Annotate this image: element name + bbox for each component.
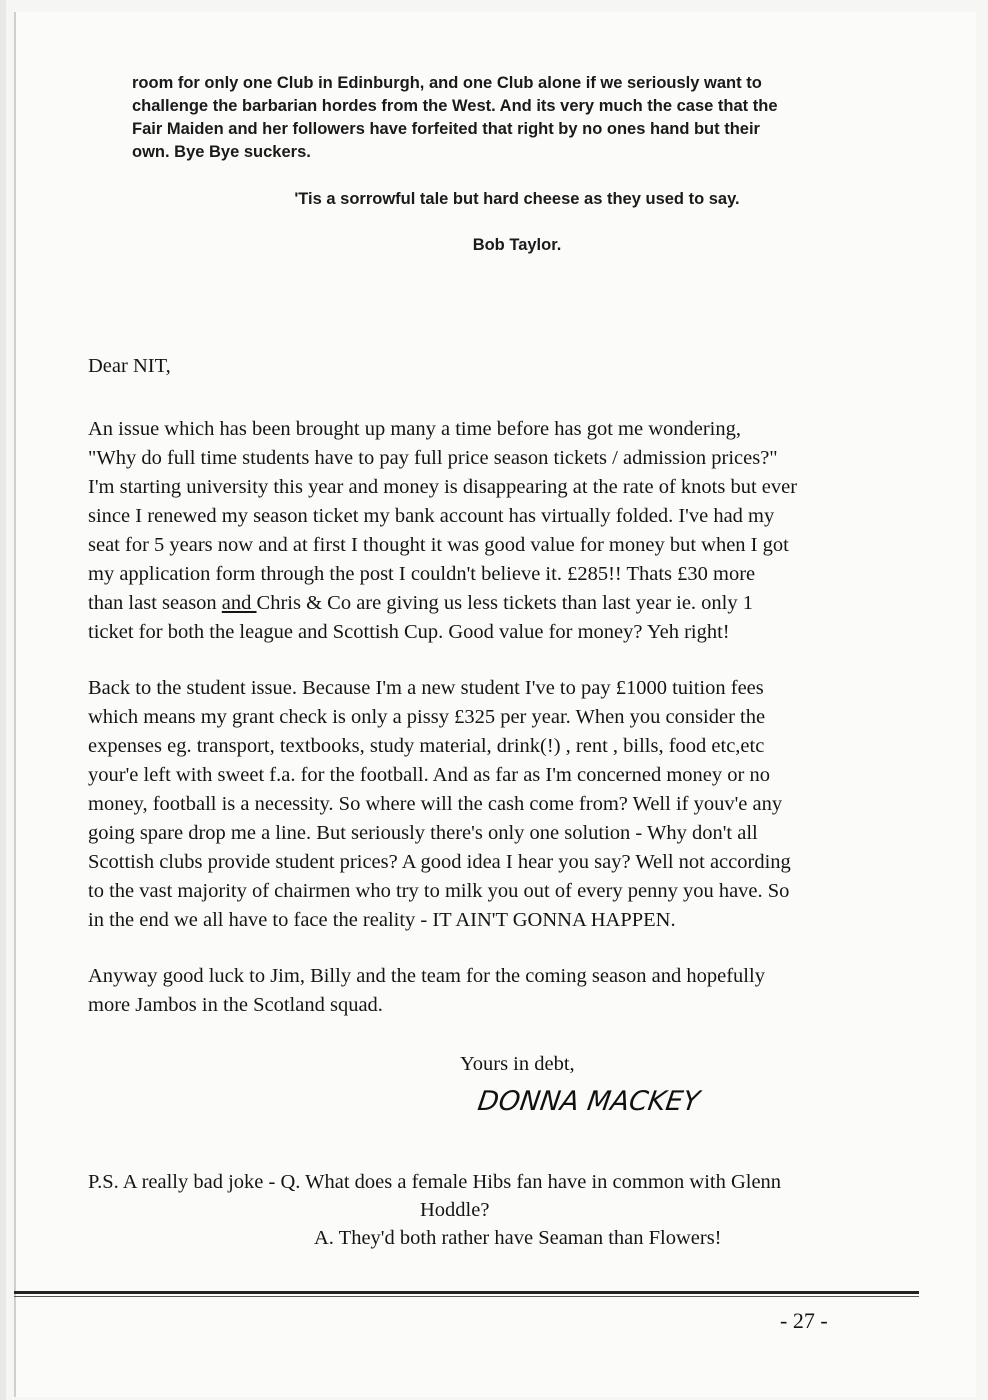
quote-line: 'Tis a sorrowful tale but hard cheese as they used to say. <box>294 190 740 208</box>
letter-line: your'e left with sweet f.a. for the football. And as far as I'm concerned money or no <box>88 764 770 786</box>
letter-line: in the end we all have to face the reality - IT AIN'T GONNA HAPPEN. <box>88 909 676 931</box>
page-number: - 27 - <box>780 1308 828 1333</box>
letter-line: which means my grant check is only a pissy £325 per year. When you consider the <box>88 706 766 728</box>
underlined-word: and <box>221 592 257 614</box>
letter-line: expenses eg. transport, textbooks, study material, drink(!) , rent , bills, food etc,etc <box>88 735 765 757</box>
postscript <box>88 1168 928 1252</box>
top-paragraph <box>132 72 902 164</box>
handwritten-signature: DONNA MACKEY <box>475 1086 702 1117</box>
letter-line: seat for 5 years now and at first I thought it was good value for money but when I got <box>88 534 789 556</box>
letter-line: Back to the student issue. Because I'm a new student I've to pay £1000 tuition fees <box>88 677 764 699</box>
letter-line: ticket for both the league and Scottish Cup. Good value for money? Yeh right! <box>88 621 730 643</box>
letter-signoff: Yours in debt, <box>460 1053 575 1075</box>
top-paragraph-line: Fair Maiden and her followers have forfeited that right by no ones hand but their <box>132 120 760 138</box>
letter-line: more Jambos in the Scotland squad. <box>88 994 383 1016</box>
letter-paragraph-2 <box>88 674 928 935</box>
footer-rule <box>14 1291 919 1294</box>
ps-line: Hoddle? <box>420 1199 490 1221</box>
letter-line: my application form through the post I couldn't believe it. £285!! Thats £30 more <box>88 563 756 585</box>
ps-line: A. They'd both rather have Seaman than Flowers! <box>314 1227 722 1249</box>
line-text: than last season <box>88 592 222 614</box>
letter-line <box>88 589 928 618</box>
top-paragraph-line: own. Bye Bye suckers. <box>132 143 311 161</box>
line-text: Chris & Co are giving us less tickets than last year ie. only 1 <box>256 592 754 614</box>
footer-rule-thin <box>14 1296 919 1297</box>
letter-line: An issue which has been brought up many a time before has got me wondering, <box>88 418 741 440</box>
letter-line: Anyway good luck to Jim, Billy and the team for the coming season and hopefully <box>88 965 765 987</box>
letter-paragraph-1 <box>88 415 928 647</box>
ps-line: P.S. A really bad joke - Q. What does a female Hibs fan have in common with Glenn <box>88 1171 782 1193</box>
letter-line: Scottish clubs provide student prices? A good idea I hear you say? Well not according <box>88 851 791 873</box>
letter-line: money, football is a necessity. So where will the cash come from? Well if youv'e any <box>88 793 783 815</box>
letter-line: to the vast majority of chairmen who try to milk you out of every penny you have. So <box>88 880 790 902</box>
letter-line: "Why do full time students have to pay full price season tickets / admission prices?" <box>88 447 778 469</box>
letter-line: I'm starting university this year and money is disappearing at the rate of knots but ever <box>88 476 798 498</box>
letter-paragraph-3 <box>88 962 928 1020</box>
top-paragraph-line: room for only one Club in Edinburgh, and one Club alone if we seriously want to <box>132 74 762 92</box>
top-paragraph-line: challenge the barbarian hordes from the West. And its very much the case that the <box>132 97 778 115</box>
letter-salutation <box>88 352 928 381</box>
letter-line: since I renewed my season ticket my bank account has virtually folded. I've had my <box>88 505 775 527</box>
letter-line: going spare drop me a line. But seriously there's only one solution - Why don't all <box>88 822 758 844</box>
salutation-text: Dear NIT, <box>88 355 171 377</box>
page-edge-shadow <box>0 0 6 1400</box>
author-name: Bob Taylor. <box>472 236 562 254</box>
